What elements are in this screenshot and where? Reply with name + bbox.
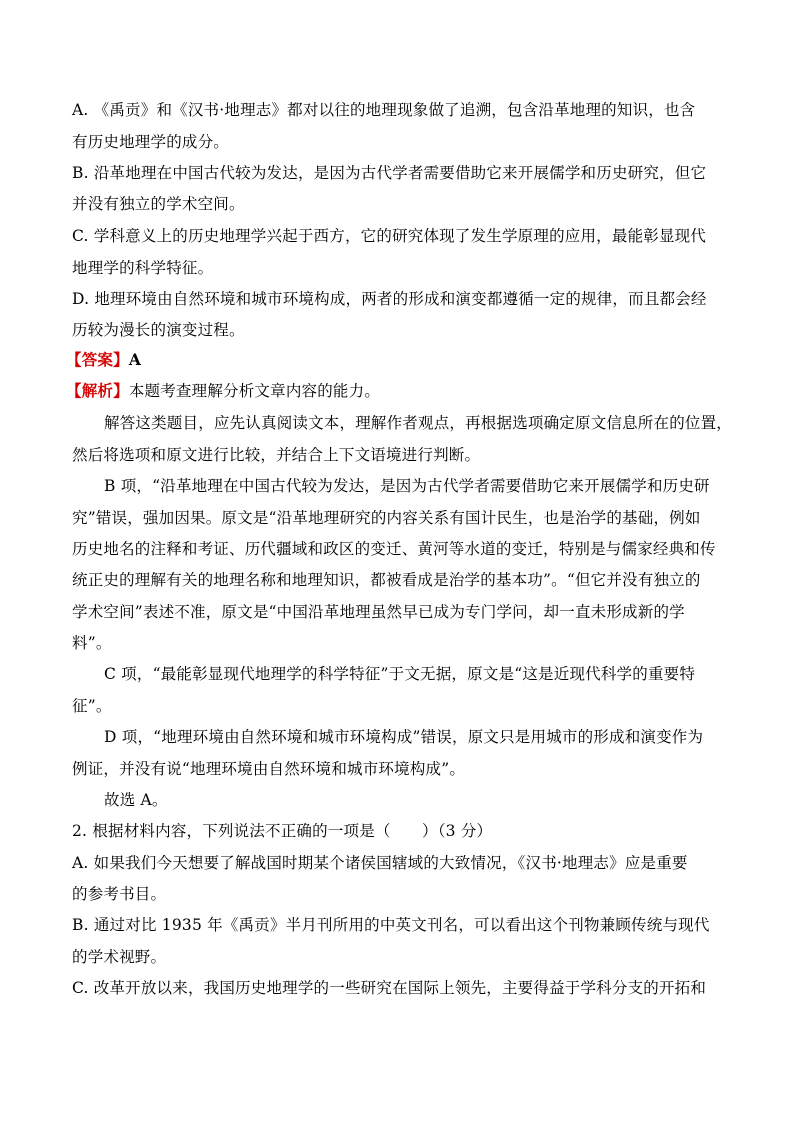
option-b-line-2: 并没有独立的学术空间。	[72, 195, 245, 213]
option-c-line-2: 地理学的科学特征。	[72, 259, 214, 277]
body-line: 解答这类题目，应先认真阅读文本，理解作者观点，再根据选项确定原文信息所在的位置，	[104, 414, 733, 432]
conclusion-line: 故选 A。	[104, 791, 168, 809]
option-a-line-1: A. 《禹贡》和《汉书·地理志》都对以往的地理现象做了追溯，包含沿革地理的知识，也含	[72, 101, 696, 119]
body-line: 然后将选项和原文进行比较，并结合上下文语境进行判断。	[72, 446, 481, 464]
q2-option-b-line-1: B. 通过对比 1935 年《禹贡》半月刊所用的中英文刊名，可以看出这个刊物兼顾传统与现代	[72, 916, 710, 934]
option-b-line-1: B. 沿革地理在中国古代较为发达，是因为古代学者需要借助它来开展儒学和历史研究，但它	[72, 164, 707, 182]
body-line: C 项，“最能彰显现代地理学的科学特征”于文无据，原文是“这是近现代科学的重要特	[104, 665, 696, 683]
body-line: 究”错误，强加因果。原文是“沿革地理研究的内容关系有国计民生，也是治学的基础，例如	[72, 509, 701, 527]
q2-option-a-line-2: 的参考书目。	[72, 885, 167, 903]
analysis-line	[66, 380, 380, 402]
option-a-line-2: 有历史地理学的成分。	[72, 133, 230, 151]
body-line: 统正史的理解有关的地理名称和地理知识，都被看成是治学的基本功”。“但它并没有独立的	[72, 571, 701, 589]
body-line: 例证，并没有说“地理环境由自然环境和城市环境构成”。	[72, 760, 466, 778]
option-d-line-1: D. 地理环境由自然环境和城市环境构成，两者的形成和演变都遵循一定的规律，而且都会经	[72, 290, 707, 308]
analysis-label: 【解析】	[66, 381, 129, 400]
q2-option-a-line-1: A. 如果我们今天想要了解战国时期某个诸侯国辖域的大致情况，《汉书·地理志》应是重要	[72, 854, 688, 872]
question-2-stem: 2. 根据材料内容，下列说法不正确的一项是（ ）（3 分）	[72, 822, 493, 840]
body-line: 历史地名的注释和考证、历代疆域和政区的变迁、黄河等水道的变迁，特别是与儒家经典和传	[72, 540, 716, 558]
option-d-line-2: 历较为漫长的演变过程。	[72, 321, 245, 339]
body-line: D 项，“地理环境由自然环境和城市环境构成”错误，原文只是用城市的形成和演变作为	[104, 728, 704, 746]
q2-option-b-line-2: 的学术视野。	[72, 948, 167, 966]
answer-label: 【答案】	[66, 350, 129, 369]
answer-line	[66, 349, 141, 371]
body-line: 料”。	[72, 634, 112, 652]
option-c-line-1: C. 学科意义上的历史地理学兴起于西方，它的研究体现了发生学原理的应用，最能彰显现代	[72, 227, 707, 245]
body-line: 征”。	[72, 697, 112, 715]
body-line: 学术空间”表述不准，原文是“中国沿革地理虽然早已成为专门学问，却一直未形成新的学	[72, 603, 685, 621]
q2-option-c-line-1: C. 改革开放以来，我国历史地理学的一些研究在国际上领先，主要得益于学科分支的开拓和	[72, 979, 707, 997]
analysis-text: 本题考查理解分析文章内容的能力。	[128, 382, 381, 400]
body-line: B 项，“沿革地理在中国古代较为发达，是因为古代学者需要借助它来开展儒学和历史研	[104, 477, 710, 495]
answer-value: A	[128, 350, 142, 369]
